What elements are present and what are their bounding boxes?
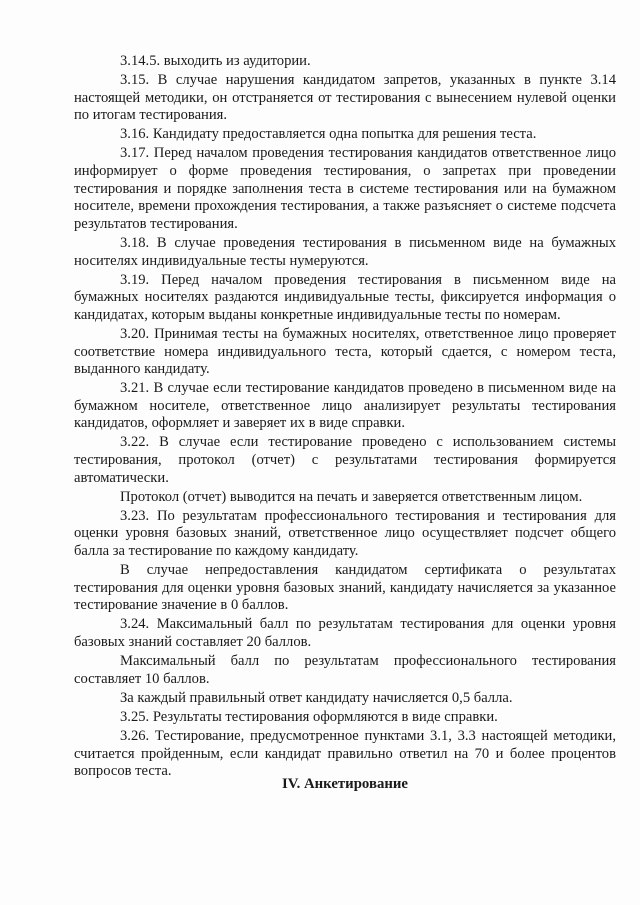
- paragraph-3-23: 3.23. По результатам профессионального тестирования и тестирования для оценки уровня базовых знаний, ответственное лицо осуществляет подсчет общего балла за тестирование по каждому кандидату.: [74, 507, 616, 560]
- paragraph-3-18: 3.18. В случае проведения тестирования в письменном виде на бумажных носителях индивидуальные тесты нумеруются.: [74, 234, 616, 269]
- paragraph-protocol-print: Протокол (отчет) выводится на печать и заверяется ответственным лицом.: [120, 488, 583, 505]
- paragraph-3-21: 3.21. В случае если тестирование кандидатов проведено в письменном виде на бумажном носителе, ответственное лицо анализирует результаты тестирования кандидатов, оформляет и заверяет их в виде справки.: [74, 380, 616, 432]
- section-heading: IV. Анкетирование: [282, 776, 408, 792]
- paragraph-3-15: 3.15. В случае нарушения кандидатом запретов, указанных в пункте 3.14 настоящей методики, он отстраняется от тестирования с вынесением нулевой оценки по итогам тестирования.: [74, 72, 616, 124]
- paragraph-3-24: 3.24. Максимальный балл по результатам тестирования для оценки уровня базовых знаний составляет 20 баллов.: [74, 616, 616, 650]
- paragraph-3-14-5: 3.14.5. выходить из аудитории.: [120, 53, 311, 69]
- document-body: [74, 53, 616, 782]
- paragraph-max-professional-score: Максимальный балл по результатам профессионального тестирования составляет 10 баллов.: [74, 653, 616, 687]
- paragraph-points-per-answer: За каждый правильный ответ кандидату начисляется 0,5 балла.: [120, 689, 513, 706]
- paragraph-3-16: 3.16. Кандидату предоставляется одна попытка для решения теста.: [120, 126, 537, 143]
- paragraph-3-22: 3.22. В случае если тестирование проведено с использованием системы тестирования, протокол (отчет) с результатами тестирования формируется автоматически.: [74, 434, 616, 486]
- paragraph-3-20: 3.20. Принимая тесты на бумажных носителях, ответственное лицо проверяет соответствие номера индивидуального теста, который сдается, с номером теста, выданного кандидату.: [74, 325, 616, 378]
- paragraph-3-25: 3.25. Результаты тестирования оформляются в виде справки.: [120, 708, 498, 725]
- paragraph-3-17: 3.17. Перед началом проведения тестирования кандидатов ответственное лицо информирует о форме проведения тестирования, о запретах при проведении тестирования и порядке заполнения теста в системе тестирования или на бумажном носителе, времени прохождения тестирования, а также разъясняет о системе подсчета результатов тестирования.: [74, 145, 616, 232]
- paragraph-3-26: 3.26. Тестирование, предусмотренное пунктами 3.1, 3.3 настоящей методики, считается пройденным, если кандидат правильно ответил на 70 и более процентов вопросов теста.: [74, 727, 616, 780]
- paragraph-no-certificate: В случае непредоставления кандидатом сертификата о результатах тестирования для оценки уровня базовых знаний, кандидату начисляется за указанное тестирование значение в 0 баллов.: [74, 562, 616, 614]
- paragraph-3-19: 3.19. Перед началом проведения тестирования в письменном виде на бумажных носителях раздаются индивидуальные тесты, фиксируется информация о кандидатах, которым выданы конкретные индивидуальные тесты по номерам.: [74, 271, 616, 323]
